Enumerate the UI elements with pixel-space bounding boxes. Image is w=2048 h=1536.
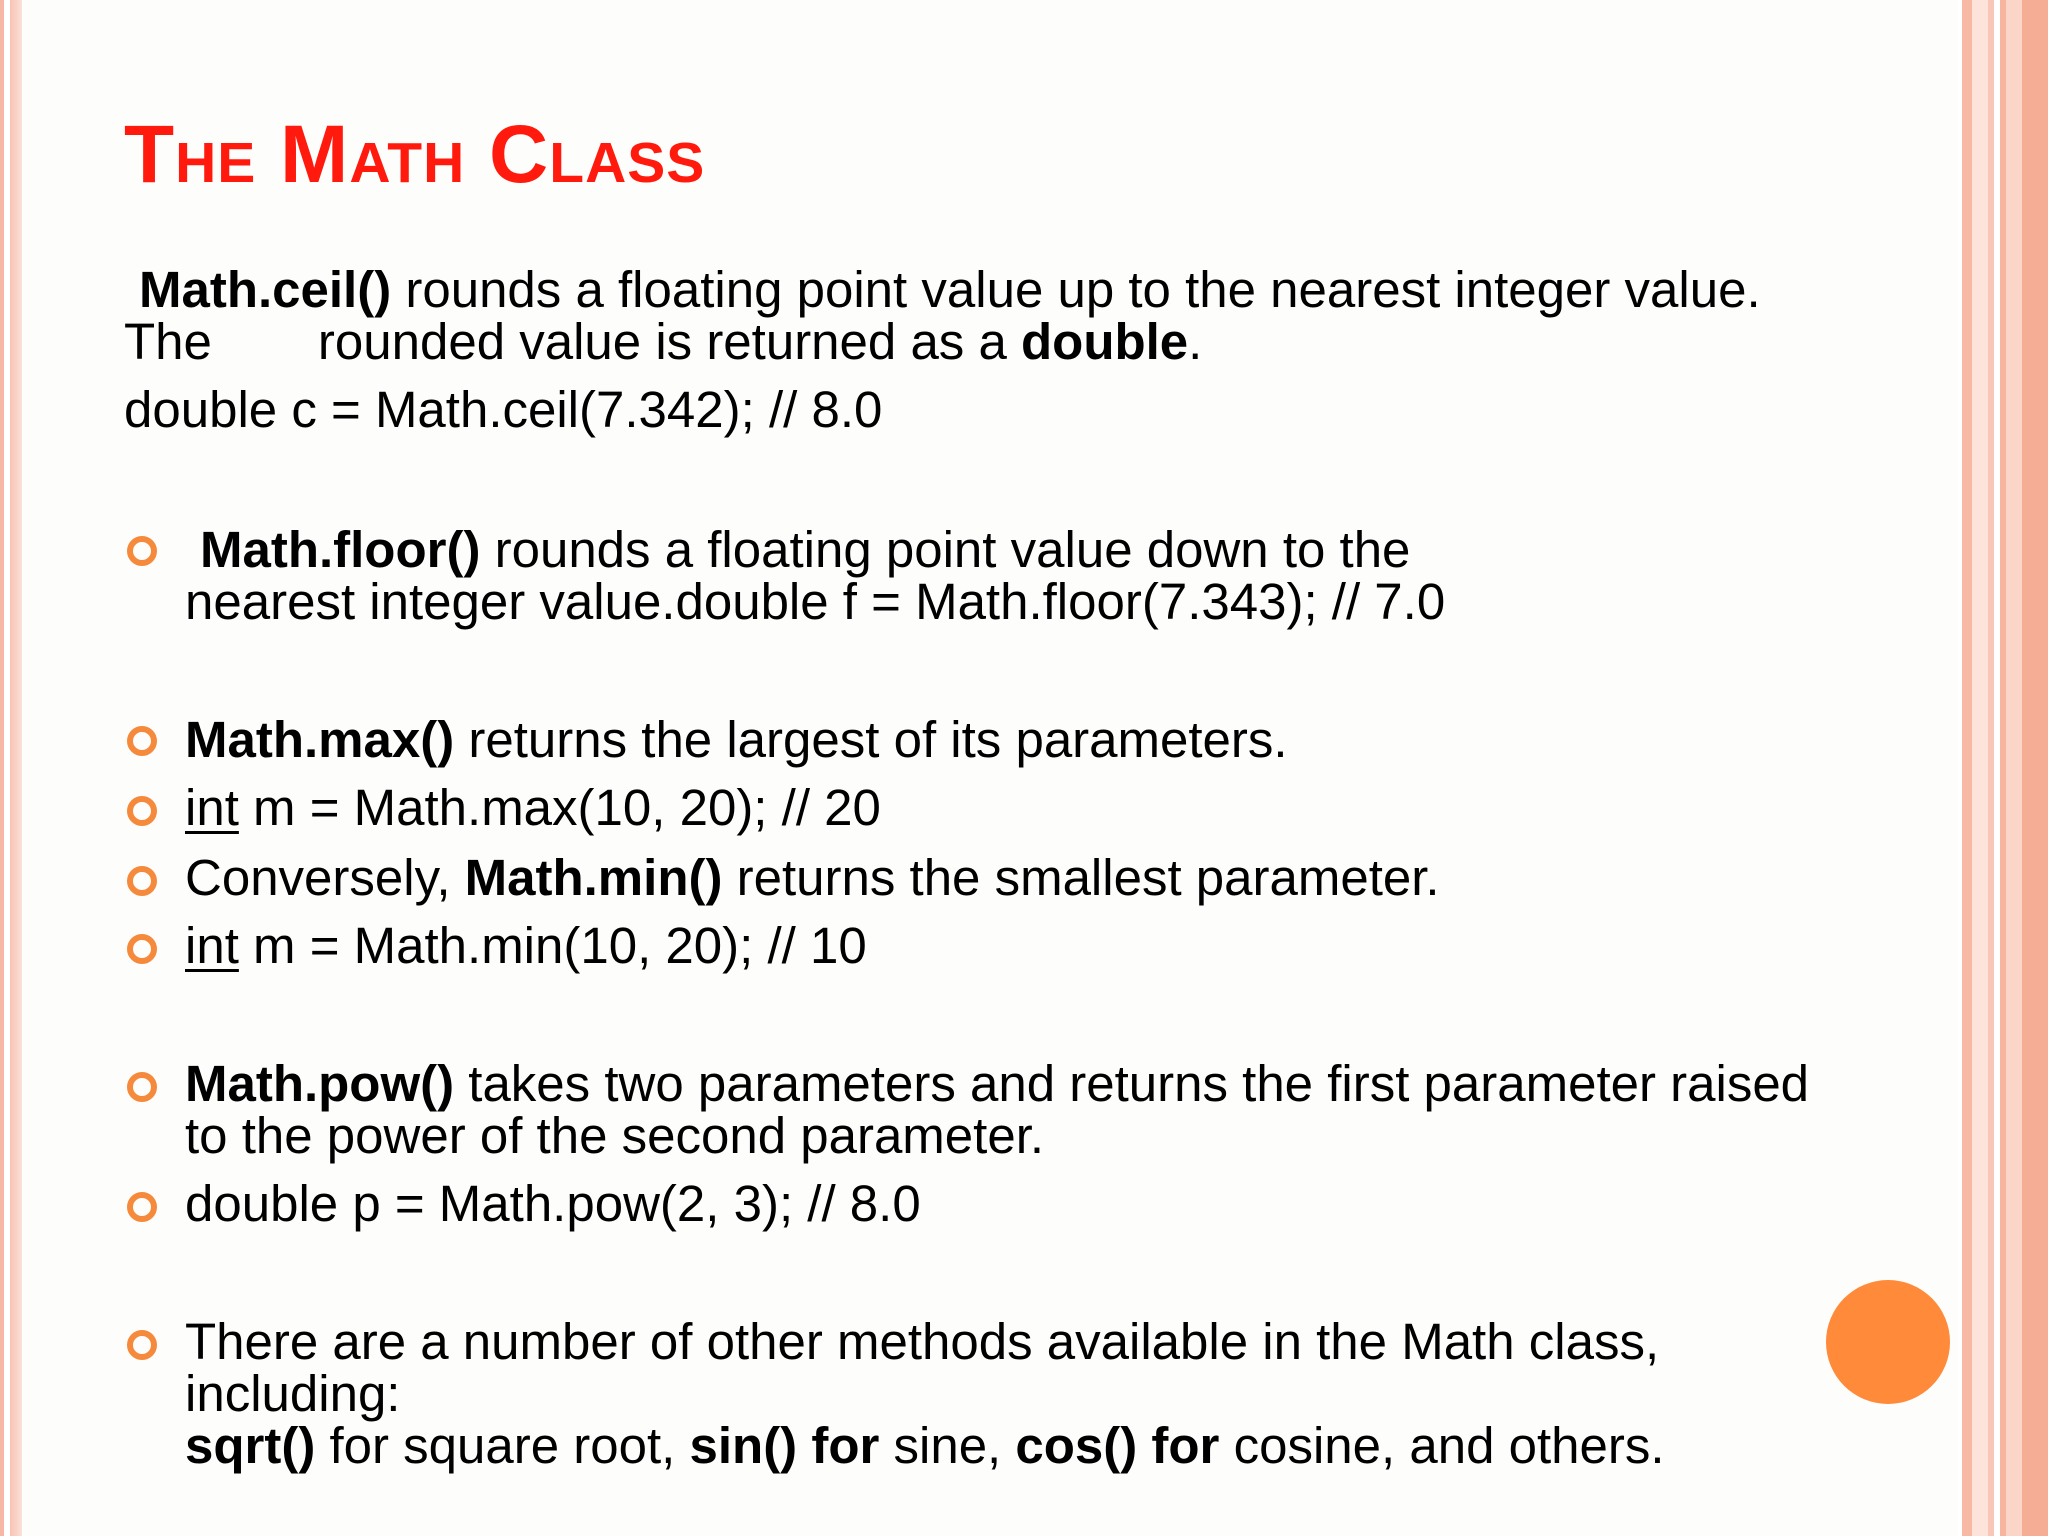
ceil-description-line1: Math.ceil() rounds a floating point value up to the nearest integer value.	[139, 261, 1761, 318]
min-description: Conversely, Math.min() returns the smallest parameter.	[185, 849, 1440, 906]
hollow-circle-bullet-icon	[127, 536, 157, 566]
left-border-decoration	[0, 0, 22, 1536]
other-methods-line2: including:	[185, 1365, 401, 1422]
floor-line2: nearest integer value.double f = Math.floor(7.343); // 7.0	[185, 573, 1446, 630]
hollow-circle-bullet-icon	[127, 934, 157, 964]
ceil-method-name: Math.ceil()	[139, 261, 392, 318]
hollow-circle-bullet-icon	[127, 796, 157, 826]
hollow-circle-bullet-icon	[127, 1072, 157, 1102]
right-border-decoration	[1958, 0, 2048, 1536]
pow-line1: Math.pow() takes two parameters and returns the first parameter raised	[185, 1055, 1810, 1112]
other-methods-line3: sqrt() for square root, sin() for sine, cos() for cosine, and others.	[185, 1417, 1665, 1474]
slide-title: The Math Class	[124, 109, 706, 200]
hollow-circle-bullet-icon	[127, 866, 157, 896]
min-example: int m = Math.min(10, 20); // 10	[185, 917, 867, 974]
orange-circle-decoration	[1826, 1280, 1950, 1404]
pow-example: double p = Math.pow(2, 3); // 8.0	[185, 1175, 921, 1232]
max-description: Math.max() returns the largest of its parameters.	[185, 711, 1288, 768]
other-methods-line1: There are a number of other methods available in the Math class,	[185, 1313, 1660, 1370]
ceil-example: double c = Math.ceil(7.342); // 8.0	[124, 381, 883, 438]
hollow-circle-bullet-icon	[127, 726, 157, 756]
ceil-description-line2: The rounded value is returned as a double.	[124, 313, 1203, 370]
max-example: int m = Math.max(10, 20); // 20	[185, 779, 881, 836]
hollow-circle-bullet-icon	[127, 1192, 157, 1222]
hollow-circle-bullet-icon	[127, 1330, 157, 1360]
floor-line1: Math.floor() rounds a floating point value down to the	[200, 521, 1411, 578]
pow-line2: to the power of the second parameter.	[185, 1107, 1045, 1164]
